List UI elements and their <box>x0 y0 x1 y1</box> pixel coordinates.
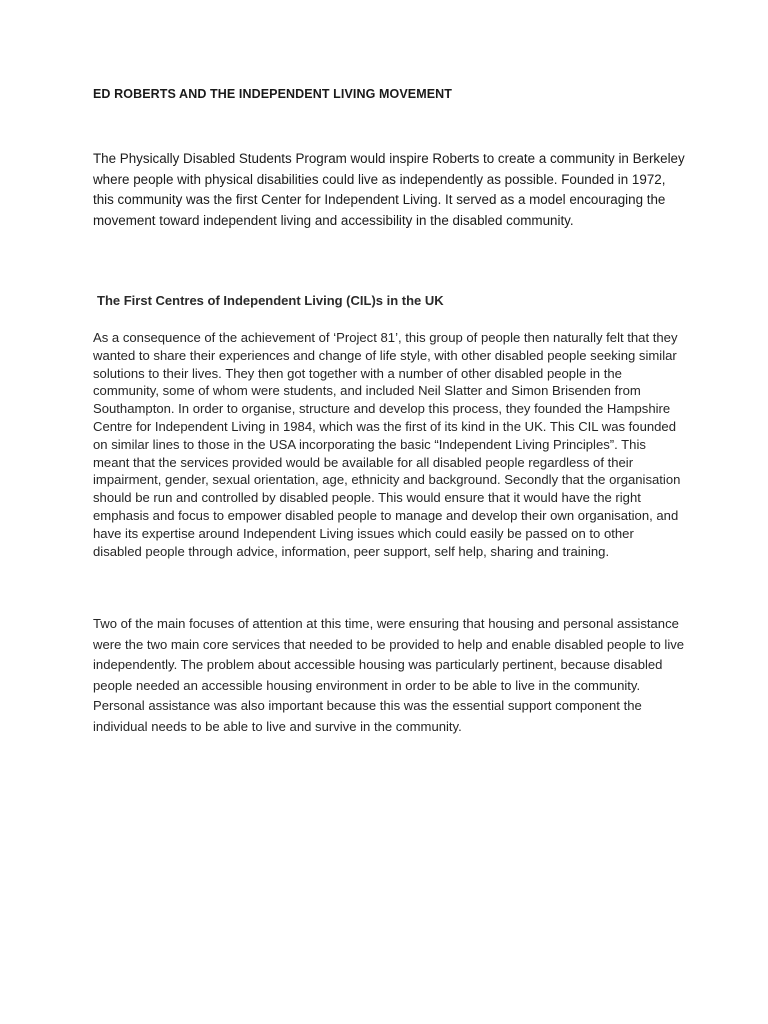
paragraph-berkeley: The Physically Disabled Students Program would inspire Roberts to create a community in Berkeley where people with physical disabilities could live as independently as possible. Founded in 1972, this community was the first Center for Independent Living. It served as a model encouraging the movement toward independent living and accessibility in the disabled community. <box>93 151 685 228</box>
section-heading: The First Centres of Independent Living (CIL)s in the UK <box>97 293 444 308</box>
paragraph-housing-assistance: Two of the main focuses of attention at this time, were ensuring that housing and personal assistance were the two main core services that needed to be provided to help and enable disabled people to live independently. The problem about accessible housing was particularly pertinent, because disabled people needed an accessible housing environment in order to be able to live in the community. Personal assistance was also important because this was the essential support component the individual needs to be able to live and survive in the community. <box>93 616 685 734</box>
document-title: ED ROBERTS AND THE INDEPENDENT LIVING MOVEMENT <box>93 87 453 101</box>
paragraph-first-cils: As a consequence of the achievement of ‘Project 81’, this group of people then naturally felt that they wanted to share their experiences and change of life style, with other disabled people seeking similar solutions to their lives. They then got together with a number of other disabled people in the community, some of whom were students, and included Neil Slatter and Simon Brisenden from Southampton. In order to organise, structure and develop this process, they founded the Hampshire Centre for Independent Living in 1984, which was the first of its kind in the UK. This CIL was founded on similar lines to those in the USA incorporating the basic “Independent Living Principles”. This meant that the services provided would be available for all disabled people regardless of their impairment, gender, sexual orientation, age, ethnicity and background. Secondly that the organisation should be run and controlled by disabled people. This would ensure that it would have the right emphasis and focus to empower disabled people to manage and develop their own organisation, and have its expertise around Independent Living issues which could easily be passed on to other disabled people through advice, information, peer support, self help, sharing and training. <box>93 330 681 559</box>
